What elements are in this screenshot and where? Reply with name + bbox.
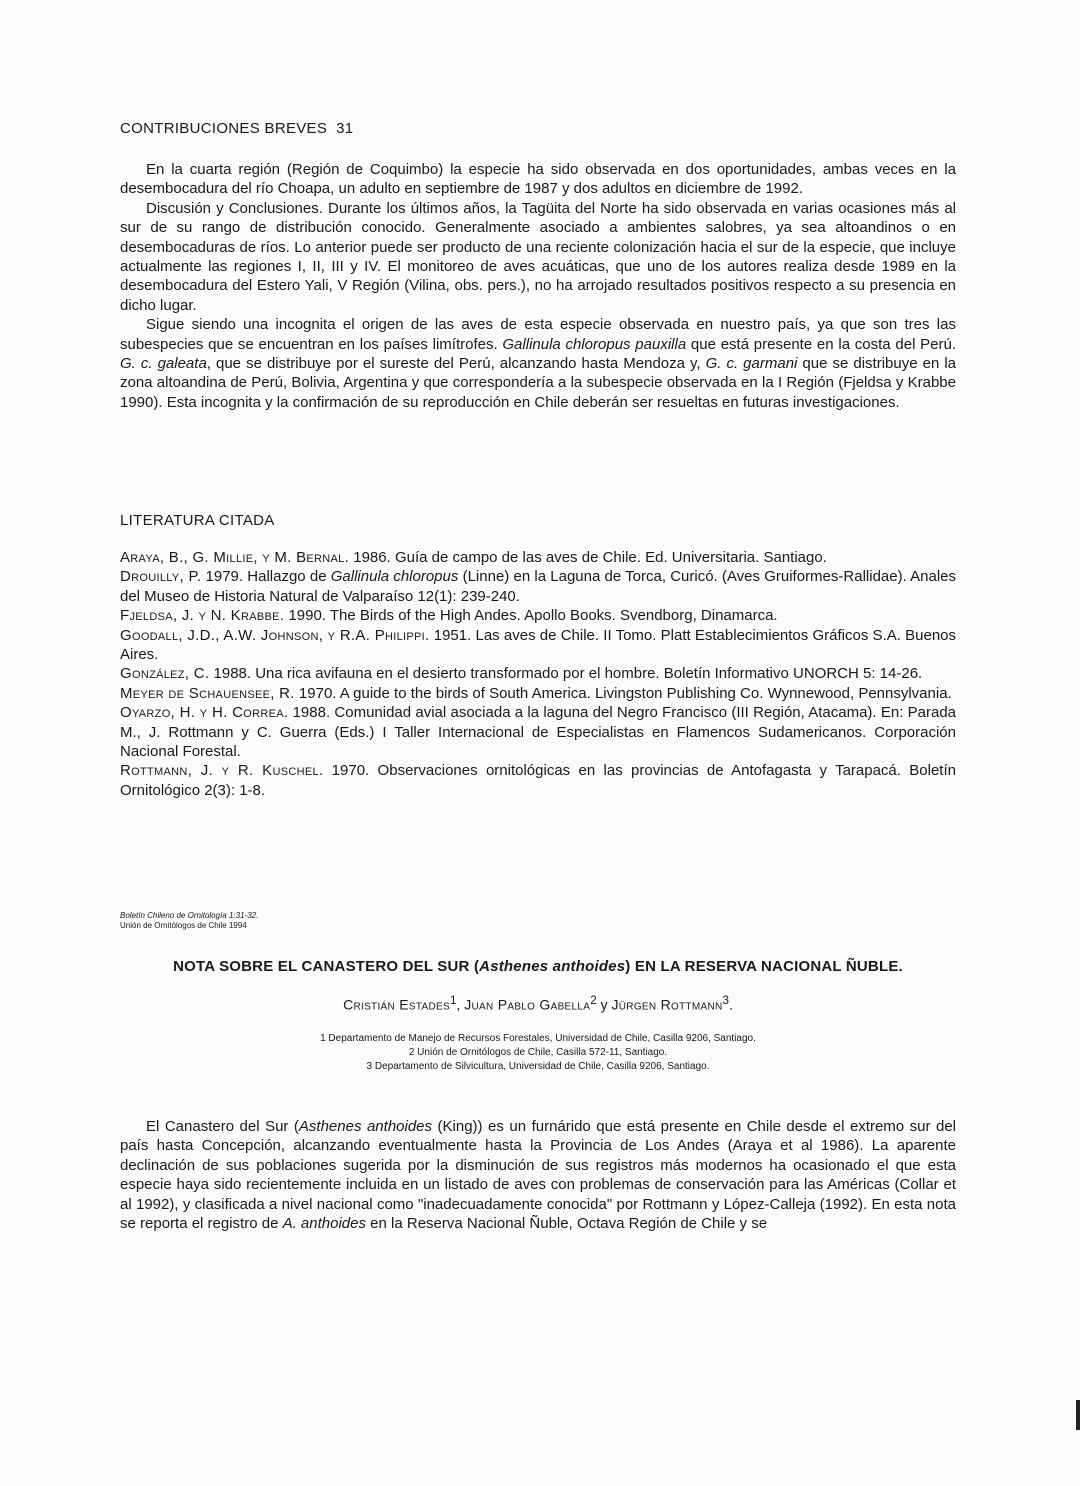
reference-item: González, C. 1988. Una rica avifauna en el desierto transformado por el hombre. Boletín Informativo UNORCH 5: 14-26. <box>120 665 923 683</box>
reference-item: Fjeldsa, J. y N. Krabbe. 1990. The Birds of the High Andes. Apollo Books. Svendborg, Dinamarca. <box>120 607 778 625</box>
citation-publisher: Unión de Ornitólogos de Chile 1994 <box>120 921 247 930</box>
author-name: Juan Pablo Gabella <box>464 996 591 1013</box>
affiliation-line: 2 Unión de Ornitólogos de Chile, Casilla 572-11, Santiago. <box>408 1047 668 1058</box>
body-top <box>120 160 956 412</box>
author-name: Cristián Estades <box>343 996 450 1013</box>
reference-item: Meyer de Schauensee, R. 1970. A guide to the birds of South America. Livingston Publishing Co. Wynnewood, Pennsylvania. <box>120 684 952 702</box>
reference-item: Oyarzo, H. y H. Correa. 1988. Comunidad avial asociada a la laguna del Negro Francisco (III Región, Atacama). En: Parada M., J. Rottmann y C. Guerra (Eds.) I Taller Internacional de Especialistas en Flamencos Sudamericanos. Corporación Nacional Forestal. <box>120 704 957 761</box>
reference-item: Drouilly, P. 1979. Hallazgo de Gallinula chloropus (Linne) en la Laguna de Torca, Curicó. (Aves Gruiformes-Rallidae). Anales del Museo de Historia Natural de Valparaíso 12(1): 239-240. <box>120 568 957 605</box>
paragraph-origin: Sigue siendo una incognita el origen de las aves de esta especie observada en nuestro país, ya que son tres las subespecies que se encuentran en los países limítrofes. Gallinula chloropus pauxilla que está presente en la costa del Perú. G. c. galeata, que se distribuye por el sureste del Perú, alcanzando hasta Mendoza y, G. c. garmani que se distribuye en la zona altoandina de Perú, Bolivia, Argentina y que correspondería a la subespecie observada en la I Región (Fjeldsa y Krabbe 1990). Esta incognita y la confirmación de su reproducción en Chile deberán ser resueltas en futuras investigaciones. <box>120 316 957 411</box>
citation-journal: Boletín Chileno de Ornitología 1:31-32. <box>120 911 259 920</box>
running-header <box>120 120 956 137</box>
reference-item: Rottmann, J. y R. Kuschel. 1970. Observaciones ornitológicas en las provincias de Antofagasta y Tarapacá. Boletín Ornitológico 2(3): 1-8. <box>120 762 956 799</box>
literature-title: LITERATURA CITADA <box>120 512 275 529</box>
paragraph-coquimbo: En la cuarta región (Región de Coquimbo) la especie ha sido observada en dos oportunidades, ambas veces en la desembocadura del río Choapa, un adulto en septiembre de 1987 y dos adultos en diciembre de 1992. <box>120 161 956 198</box>
reference-item: Araya, B., G. Millie, y M. Bernal. 1986. Guía de campo de las aves de Chile. Ed. Universitaria. Santiago. <box>120 549 827 566</box>
affiliations <box>120 1032 956 1074</box>
author-name: Jürgen Rottmann <box>611 996 723 1013</box>
paragraph-discussion: Discusión y Conclusiones. Durante los últimos años, la Tagüita del Norte ha sido observada en varias ocasiones más al sur de su rango de distribución conocido. Generalmente asociado a ambientes salobres, ya sea altoandinos o en desembocaduras de ríos. Lo anterior puede ser producto de una reciente colonización hacia el sur de la especie, que incluye actualmente las regiones I, II, III y IV. El monitoreo de aves acuáticas, que uno de los autores realiza desde 1989 en la desembocadura del Estero Yali, V Región (Vilina, obs. pers.), no ha arrojado resultados positivos respecto a su presencia en dicho lugar. <box>120 199 956 314</box>
reference-list <box>120 548 956 800</box>
header-section: CONTRIBUCIONES BREVES <box>120 120 328 137</box>
note-authors: Cristián Estades$^1$, Juan Pablo Gabella$^2$ y Jürgen Rottmann$^3$. <box>343 994 733 1013</box>
page-number: 31 <box>336 120 354 137</box>
affiliation-line: 3 Departamento de Silvicultura, Universidad de Chile, Casilla 9206, Santiago. <box>366 1061 710 1072</box>
reference-item: Goodall, J.D., A.W. Johnson, y R.A. Philippi. 1951. Las aves de Chile. II Tomo. Platt Establecimientos Gráficos S.A. Buenos Aires. <box>120 626 956 664</box>
paragraph-canastero: El Canastero del Sur (Asthenes anthoides (King)) es un furnárido que está presente en Chile desde el extremo sur del país hasta Concepción, alcanzando eventualmente hasta la Provincia de Los Andes (Araya et al 1986). La aparente declinación de sus poblaciones sugerida por la disminución de sus registros más modernos ha ocasionado el que esta especie haya sido recientemente incluida en un listado de aves con problemas de conservación para las Américas (Collar et al 1992), y clasificada a nivel nacional como "inadecuadamente conocida" por Rottmann y López-Calleja (1992). En esta nota se reporta el registro de A. anthoides en la Reserva Nacional Ñuble, Octava Región de Chile y se <box>120 1118 957 1233</box>
journal-citation <box>120 911 956 931</box>
scan-edge-mark <box>1076 1400 1080 1430</box>
note-title: NOTA SOBRE EL CANASTERO DEL SUR (Asthenes anthoides) EN LA RESERVA NACIONAL ÑUBLE. <box>173 958 903 975</box>
note-body <box>120 1117 956 1233</box>
affiliation-line: 1 Departamento de Manejo de Recursos Forestales, Universidad de Chile, Casilla 9206, Santiago. <box>320 1033 756 1044</box>
